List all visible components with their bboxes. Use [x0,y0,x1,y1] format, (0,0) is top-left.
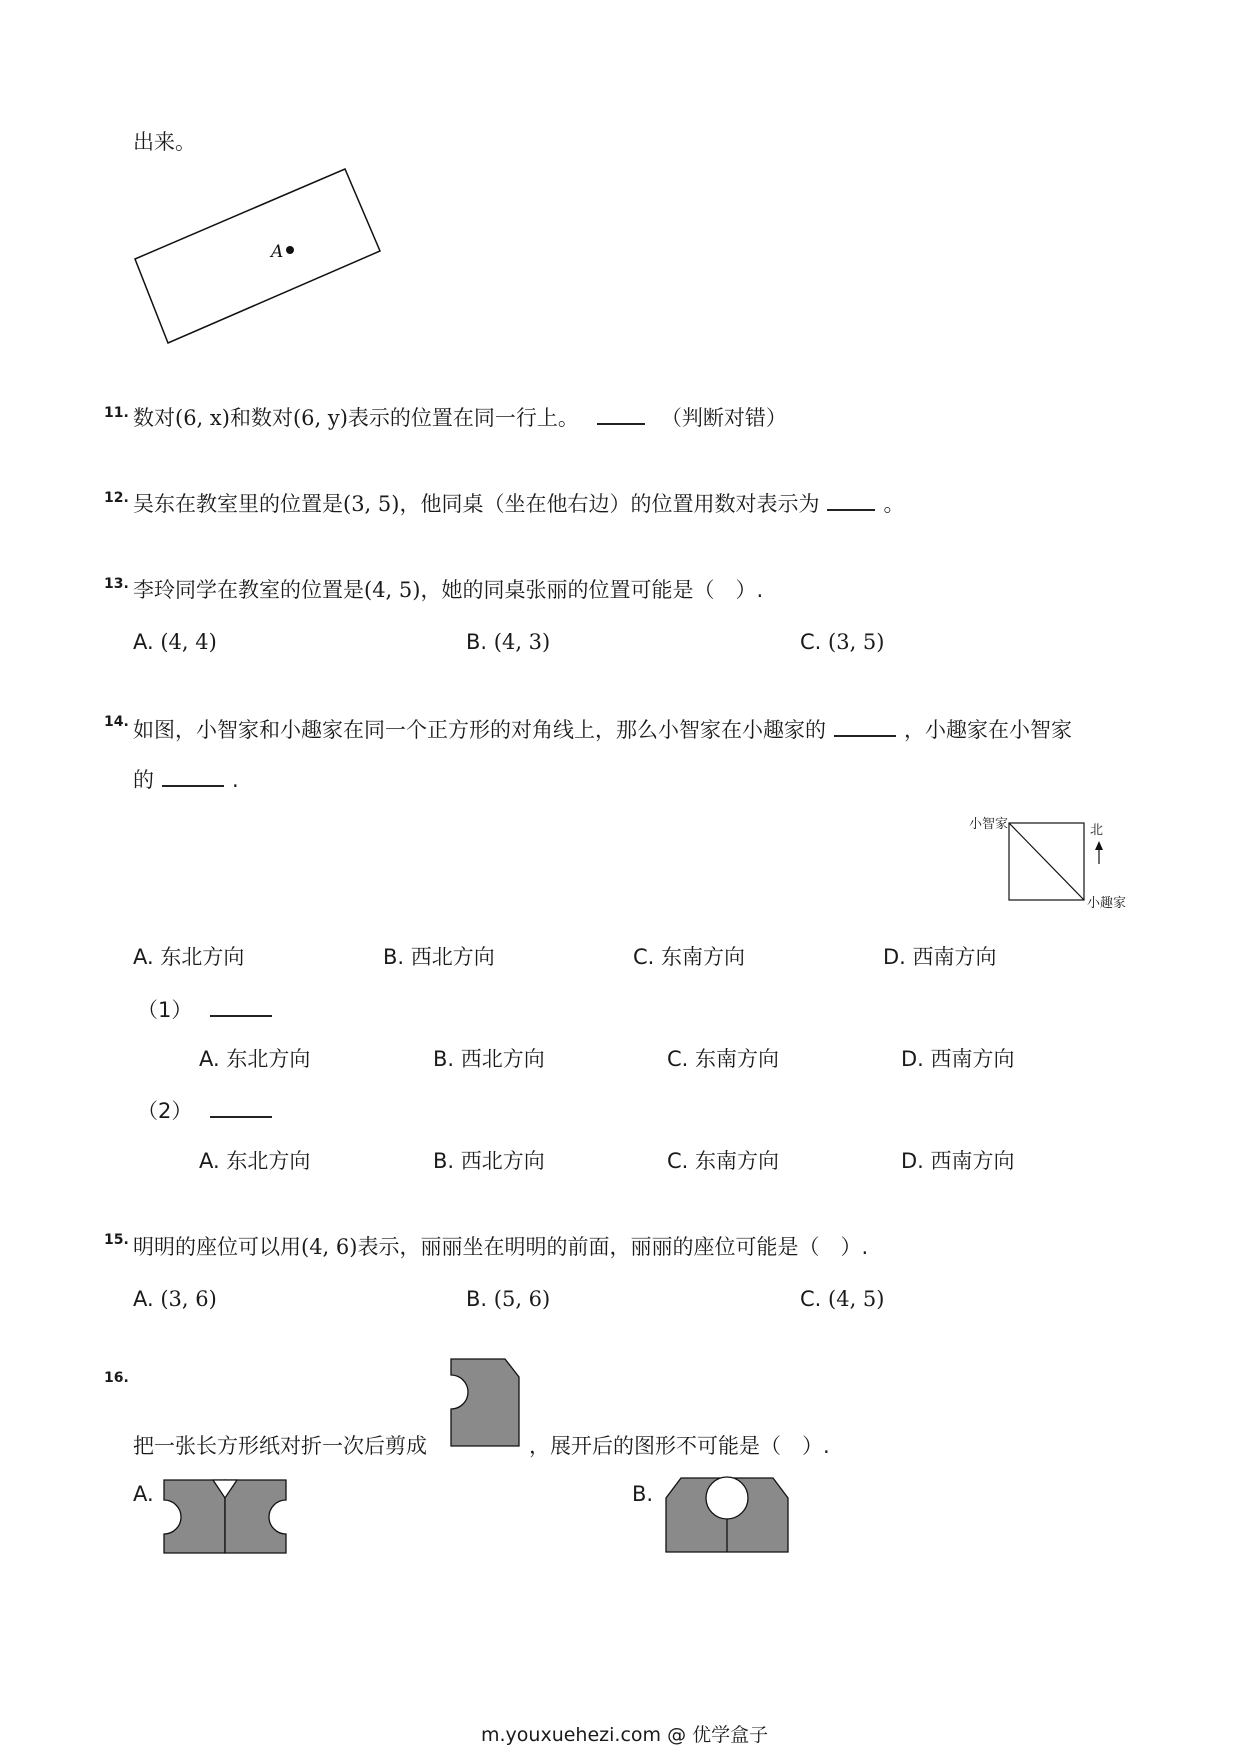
q14-sub2-option-d[interactable]: D. 西南方向 [901,1149,1015,1173]
folded-cut-paper-figure [449,1357,523,1449]
q14-sub2-option-a[interactable]: A. 东北方向 [199,1149,311,1173]
q13-option-c[interactable]: C. (3, 5) [800,630,885,654]
q14-sub1-option-c[interactable]: C. 东南方向 [667,1047,780,1071]
q15-option-c[interactable]: C. (4, 5) [800,1287,885,1311]
label-xiaoqu-home: 小趣家 [1087,896,1127,911]
q16-option-b-label[interactable]: B. [632,1482,654,1506]
q14-blank-2[interactable] [162,767,224,787]
option-a-right-half [225,1480,286,1553]
q11-answer-blank[interactable] [597,405,645,425]
q14-sub1: （1） [137,996,280,1024]
diagonal-square-figure [1008,822,1118,904]
q15-number: 15. [104,1232,129,1248]
q16-option-a-figure[interactable] [161,1478,289,1556]
q15-text: 明明的座位可以用(4, 6)表示，丽丽坐在明明的前面，丽丽的座位可能是（ ）. [133,1235,869,1259]
option-a-left-half [164,1480,225,1553]
option-b-hole [706,1477,748,1519]
q14-option-c[interactable]: C. 东南方向 [633,945,746,969]
q14-line-1: 如图，小智家和小趣家在同一个正方形的对角线上，那么小智家在小趣家的 ，小趣家在小智家 [133,718,1072,742]
q12-answer-blank[interactable] [827,491,875,511]
q12-number: 12. [104,490,129,506]
q16-number: 16. [104,1370,129,1386]
q14-option-b[interactable]: B. 西北方向 [383,945,495,969]
q13-number: 13. [104,576,129,592]
q16-text-1: 把一张长方形纸对折一次后剪成 [133,1434,427,1458]
q16-option-b-figure[interactable] [663,1476,791,1556]
q11-text: 数对(6, x)和数对(6, y)表示的位置在同一行上。 （判断对错） [133,406,787,430]
q14-sub1-option-a[interactable]: A. 东北方向 [199,1047,311,1071]
q13-text: 李玲同学在教室的位置是(4, 5)，她的同桌张丽的位置可能是（ ）. [133,578,764,602]
q11-pair-1: (6, x) [175,406,230,430]
point-a-dot [286,246,294,254]
q14-sub1-option-d[interactable]: D. 西南方向 [901,1047,1015,1071]
q14-option-d[interactable]: D. 西南方向 [883,945,997,969]
rectangle-outline [135,169,380,343]
q12-text: 吴东在教室里的位置是(3, 5)，他同桌（坐在他右边）的位置用数对表示为 。 [133,492,905,516]
q14-number: 14. [104,714,129,730]
q14-sub1-option-b[interactable]: B. 西北方向 [433,1047,545,1071]
folded-shape [451,1359,519,1446]
q14-sub2-option-b[interactable]: B. 西北方向 [433,1149,545,1173]
north-label: 北 [1090,823,1104,838]
q13-option-a[interactable]: A. (4, 4) [133,630,217,654]
q16-text-2: ，展开后的图形不可能是（ ）. [529,1434,830,1458]
intro-text: 出来。 [133,130,196,154]
point-a-label: A [271,242,284,262]
label-xiaozhi-home: 小智家 [969,817,1009,832]
q16-option-a-label[interactable]: A. [133,1482,154,1506]
q14-option-a[interactable]: A. 东北方向 [133,945,245,969]
q11-pair-2: (6, y) [292,406,348,430]
north-arrow-icon [1095,841,1103,850]
q13-pair: (4, 5) [364,578,421,602]
q14-blank-1[interactable] [834,717,896,737]
q15-option-b[interactable]: B. (5, 6) [466,1287,551,1311]
q14-line-2: 的 . [133,768,239,792]
footer-watermark: m.youxuehezi.com @ 优学盒子 [481,1724,769,1746]
q11-number: 11. [104,405,129,421]
q14-sub2-blank[interactable] [210,1098,272,1118]
rotated-rectangle-figure [125,160,395,350]
square-diagonal [1009,823,1084,900]
q14-sub2-option-c[interactable]: C. 东南方向 [667,1149,780,1173]
q13-option-b[interactable]: B. (4, 3) [466,630,551,654]
q12-pair: (3, 5) [343,492,400,516]
q14-sub1-blank[interactable] [210,997,272,1017]
q15-option-a[interactable]: A. (3, 6) [133,1287,217,1311]
q14-sub2: （2） [137,1097,280,1125]
q15-pair: (4, 6) [301,1235,358,1259]
